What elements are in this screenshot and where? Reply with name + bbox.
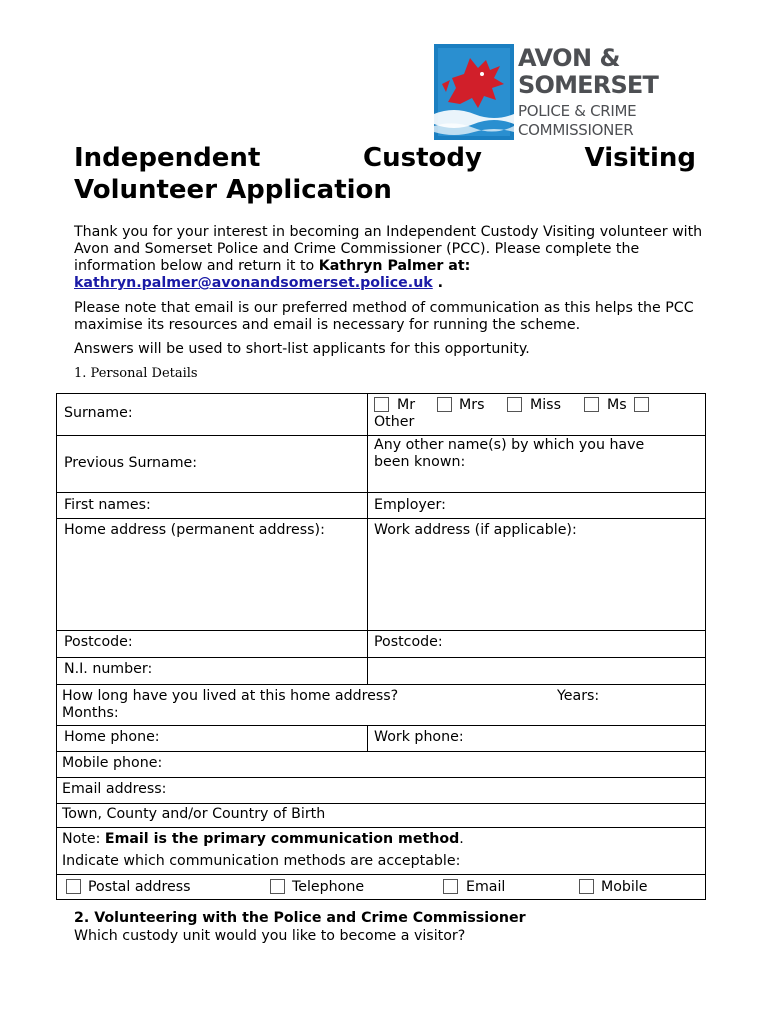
title-miss-label: Miss	[530, 397, 561, 413]
title-other-checkbox[interactable]	[634, 397, 649, 412]
title-word-1: Independent	[74, 143, 261, 173]
other-names-label-2: been known:	[374, 454, 466, 470]
email-link[interactable]: kathryn.palmer@avonandsomerset.police.uk	[74, 275, 433, 291]
logo-line-1: AVON &	[518, 44, 620, 72]
home-phone-label: Home phone:	[64, 729, 160, 745]
birth-place-label: Town, County and/or Country of Birth	[62, 806, 326, 822]
ni-number-label: N.I. number:	[64, 661, 153, 677]
work-address-label: Work address (if applicable):	[374, 522, 577, 538]
mobile-phone-label: Mobile phone:	[62, 755, 163, 771]
contact-name: Kathryn Palmer at:	[318, 258, 471, 274]
mobile-method-label: Mobile	[601, 879, 648, 895]
pcc-logo	[434, 44, 674, 140]
section-2-heading: 2. Volunteering with the Police and Crime Commissioner	[74, 910, 526, 926]
intro-paragraph-2: Please note that email is our preferred method of communication as this helps the PCC maximise its resources and email is necessary for running the scheme.	[74, 300, 694, 333]
indicate-methods-label: Indicate which communication methods are acceptable:	[62, 853, 461, 869]
telephone-checkbox[interactable]	[270, 879, 285, 894]
title-word-3: Visiting	[584, 143, 696, 173]
years-label: Years:	[557, 688, 600, 704]
surname-label: Surname:	[64, 405, 133, 421]
title-mrs-checkbox[interactable]	[437, 397, 452, 412]
mobile-checkbox[interactable]	[579, 879, 594, 894]
postal-address-label: Postal address	[88, 879, 191, 895]
intro-paragraph-1	[74, 224, 704, 292]
page-title	[74, 142, 696, 206]
logo-line-2: SOMERSET	[518, 71, 659, 99]
title-mrs-label: Mrs	[459, 397, 485, 413]
email-address-label: Email address:	[62, 781, 167, 797]
other-names-label-1: Any other name(s) by which you have	[374, 437, 645, 453]
home-address-label: Home address (permanent address):	[64, 522, 325, 538]
home-postcode-label: Postcode:	[64, 634, 133, 650]
work-phone-label: Work phone:	[374, 729, 464, 745]
previous-surname-label: Previous Surname:	[64, 455, 198, 471]
postal-address-checkbox[interactable]	[66, 879, 81, 894]
email-checkbox[interactable]	[443, 879, 458, 894]
intro-text: Thank you for your interest in becoming an Independent Custody Visiting volunteer with Avon and Somerset Police and Crime Commissioner (PCC). Please complete the information below and return it to	[74, 224, 703, 274]
title-mr-label: Mr	[397, 397, 416, 413]
how-long-label: How long have you lived at this home address?	[62, 688, 399, 704]
email-suffix: .	[432, 275, 444, 291]
note-bold: Email is the primary communication method	[104, 831, 460, 847]
custody-unit-question: Which custody unit would you like to become a visitor?	[74, 928, 466, 944]
personal-details-form	[56, 393, 706, 900]
logo-line-3: POLICE & CRIME	[518, 102, 637, 120]
telephone-label: Telephone	[292, 879, 365, 895]
first-names-label: First names:	[64, 497, 151, 513]
communication-note	[62, 831, 464, 848]
employer-label: Employer:	[374, 497, 446, 513]
work-postcode-label: Postcode:	[374, 634, 443, 650]
title-ms-checkbox[interactable]	[584, 397, 599, 412]
title-word-2: Custody	[363, 143, 482, 173]
months-label: Months:	[62, 705, 119, 721]
email-method-label: Email	[466, 879, 506, 895]
title-mr-checkbox[interactable]	[374, 397, 389, 412]
title-ms-label: Ms	[607, 397, 627, 413]
title-miss-checkbox[interactable]	[507, 397, 522, 412]
logo-line-4: COMMISSIONER	[518, 121, 634, 139]
note-suffix: .	[459, 831, 464, 847]
title-line-2: Volunteer Application	[74, 175, 392, 205]
intro-paragraph-3: Answers will be used to short-list applicants for this opportunity.	[74, 341, 530, 357]
dragon-badge-icon	[434, 44, 514, 140]
section-1-heading: 1. Personal Details	[74, 366, 198, 381]
note-prefix: Note:	[62, 831, 105, 847]
title-other-label: Other	[374, 414, 415, 430]
